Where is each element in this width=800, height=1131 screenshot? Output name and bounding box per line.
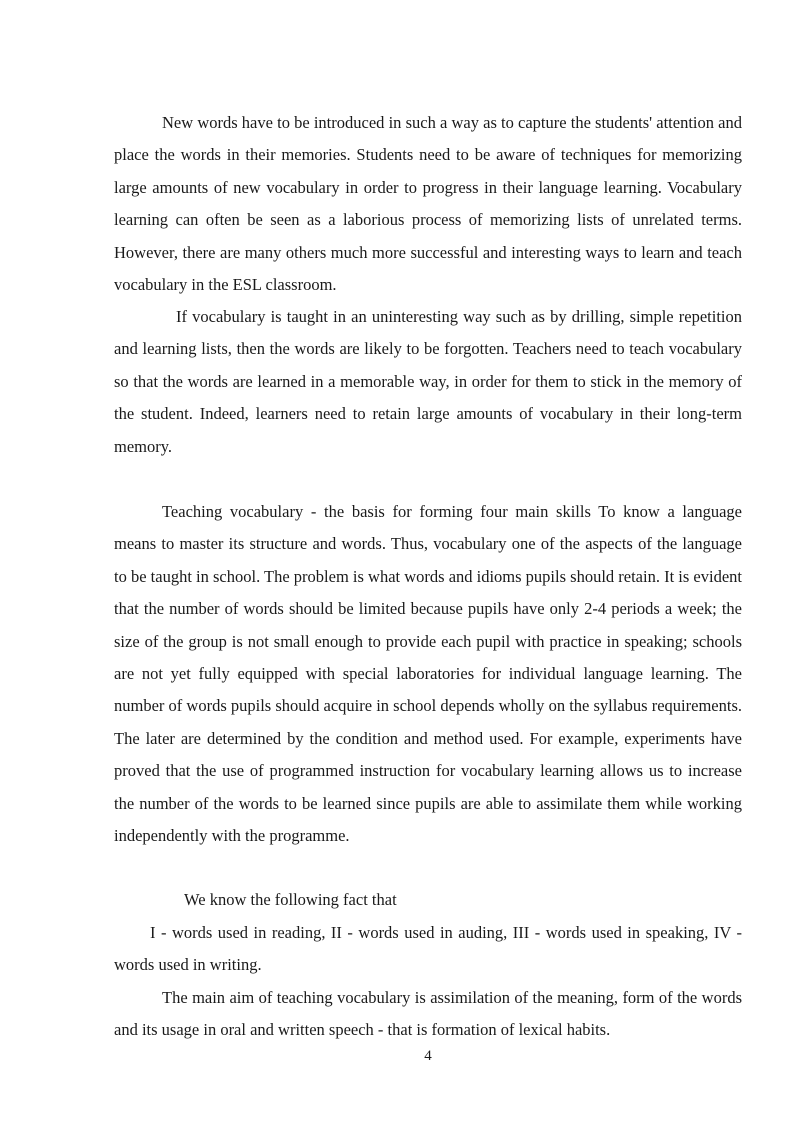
paragraph-main-aim: The main aim of teaching vocabulary is assimilation of the meaning, form of the words and its usage in oral and written speech - that is formation of lexical habits. <box>114 988 742 1040</box>
page-number: 4 <box>424 1048 432 1064</box>
paragraph-uninteresting-teaching: If vocabulary is taught in an uninteresting way such as by drilling, simple repetition and learning lists, then the words are likely to be forgotten. Teachers need to teach vocabulary so that the words are learned in a memorable way, in order for them to stick in the memory of the student. Indeed, learners need to retain large amounts of vocabulary in their long-term memory. <box>114 307 742 456</box>
paragraph-capturing-attention: New words have to be introduced in such a way as to capture the students' attention and place the words in their memories. Students need to be aware of techniques for memorizing large amounts of new vocabulary in order to progress in their language learning. Vocabulary learning can often be seen as a laborious process of memorizing lists of unrelated terms. However, there are many others much more successful and interesting ways to learn and teach vocabulary in the ESL classroom. <box>114 113 742 295</box>
paragraph-word-categories: I - words used in reading, II - words used in auding, III - words used in speaking, IV - words used in writing. <box>114 923 742 975</box>
paragraph-following-fact: We know the following fact that <box>184 890 397 909</box>
paragraph-teaching-vocabulary-basis: Teaching vocabulary - the basis for forming four main skills To know a language means to master its structure and words. Thus, vocabulary one of the aspects of the language to be taught in school. The problem is what words and idioms pupils should retain. It is evident that the number of words should be limited because pupils have only 2-4 periods a week; the size of the group is not small enough to provide each pupil with practice in speaking; schools are not yet fully equipped with special laboratories for individual language learning. The number of words pupils should acquire in school depends wholly on the syllabus requirements. The later are determined by the condition and method used. For example, experiments have proved that the use of programmed instruction for vocabulary learning allows us to increase the number of the words to be learned since pupils are able to assimilate them while working independently with the programme. <box>114 502 742 846</box>
